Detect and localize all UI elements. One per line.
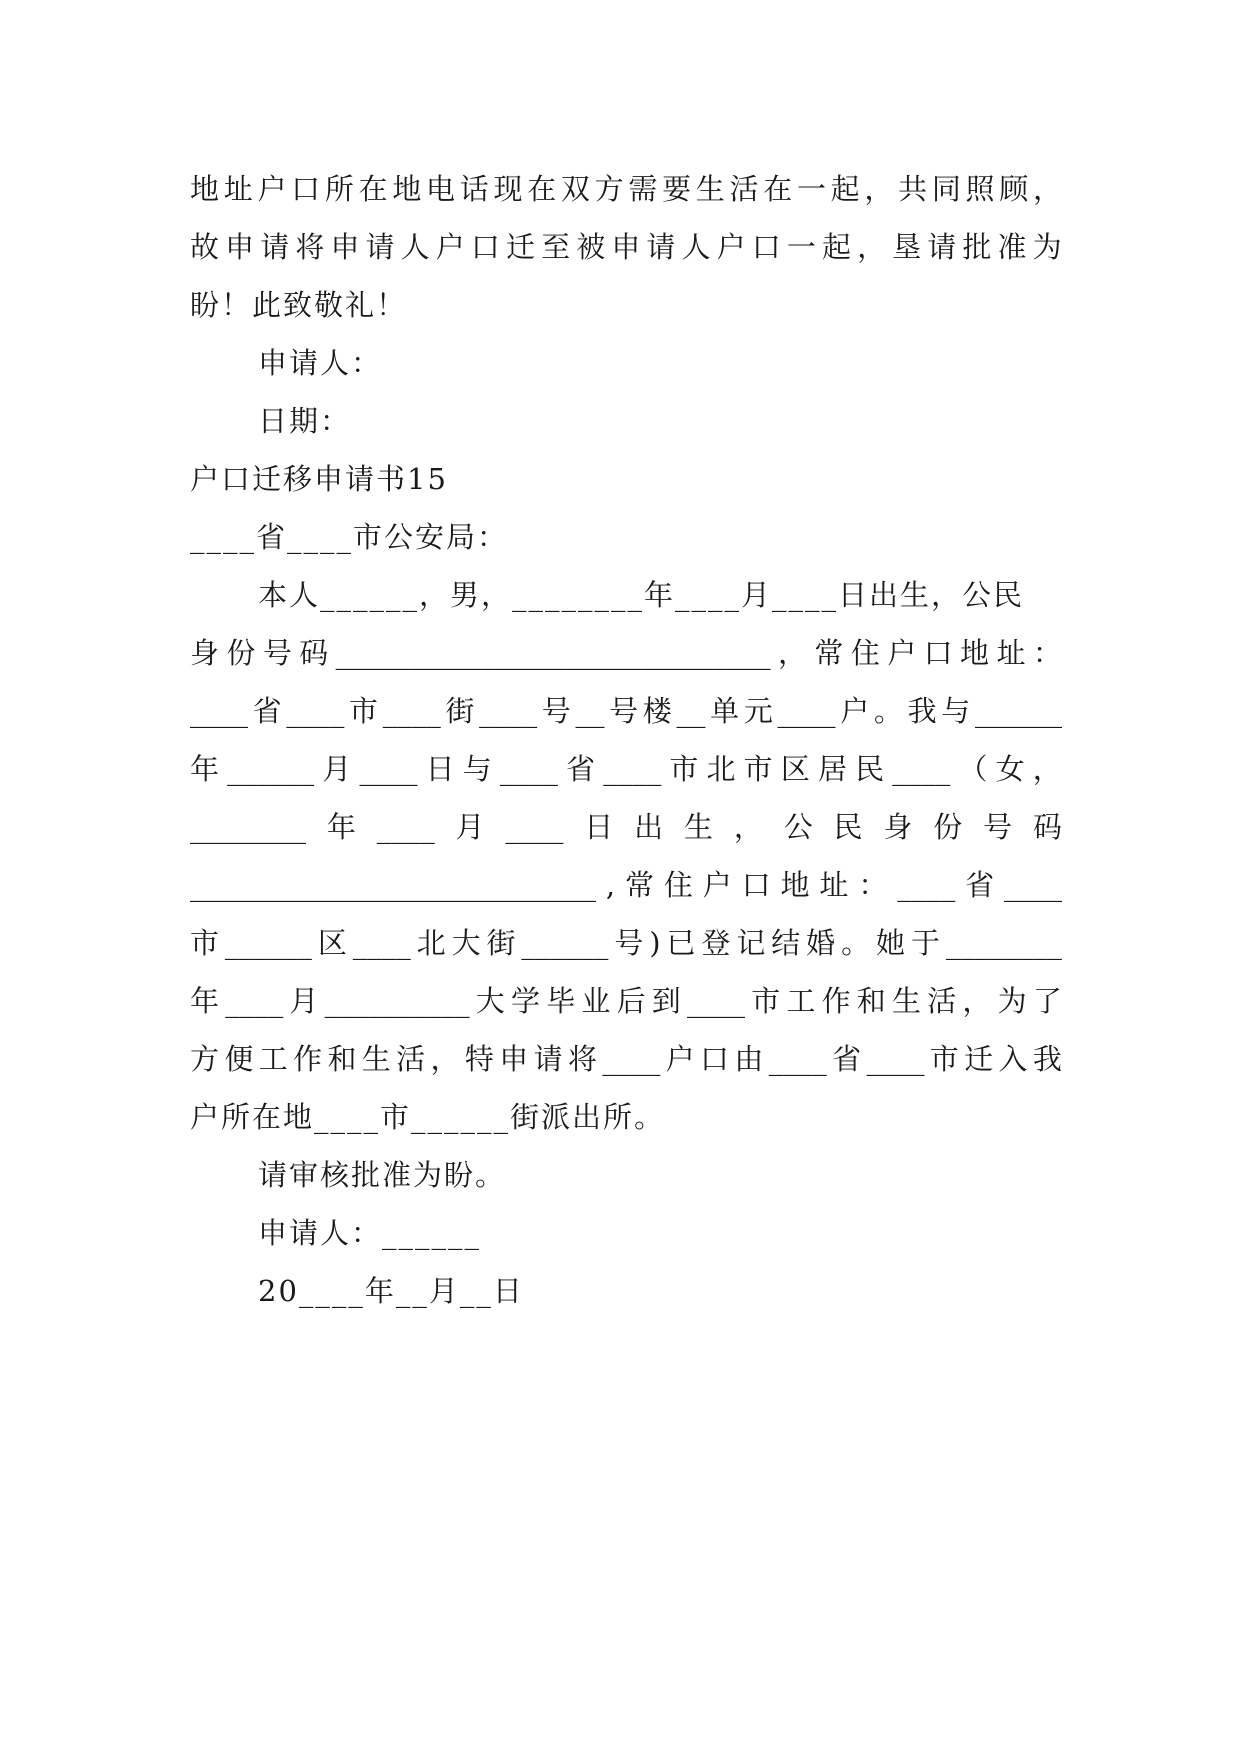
- text-line: 地 址 户 口 所 在 地 电 话 现 在 双 方 需 要 生 活 在 一 起 ， 共 同 照 顾 ，: [190, 172, 1062, 206]
- date-label: 日期：: [258, 404, 352, 438]
- closing-text: 请审核批准为盼。: [258, 1158, 507, 1192]
- body-line: 方 便 工 作 和 生 活 ， 特 申 请 将 ____ 户 口 由 ____ 省 ____ 市 迁 入 我: [190, 1042, 1062, 1076]
- body-line: 年 ______ 月 ____ 日 与 ____ 省 ____ 市 北 市 区 居 民 ____ （ 女 ，: [190, 752, 1062, 786]
- body-line: 本人______，男，________年____月____日出生，公民: [258, 578, 1025, 612]
- signature-date: 20____年__月__日: [258, 1274, 524, 1308]
- signature-label: 申请人：______: [258, 1216, 482, 1250]
- document-page: [190, 160, 1062, 1320]
- applicant-label: 申请人：: [258, 346, 383, 380]
- body-line: ____________________________ , 常 住 户 口 地 址 ： ____ 省 ____: [190, 868, 1062, 902]
- text-line: 盼！此致敬礼！: [190, 288, 408, 322]
- body-line: 年 ____ 月 __________ 大 学 毕 业 后 到 ____ 市 工 作 和 生 活 ， 为 了: [190, 984, 1062, 1018]
- section-title: 户口迁移申请书15: [190, 462, 448, 496]
- body-line: ________ 年 ____ 月 ____ 日 出 生 ， 公 民 身 份 号 码: [190, 810, 1062, 844]
- body-line: 市 ______ 区 ____ 北 大 街 ______ 号 ) 已 登 记 结 婚 。 她 于 ________: [190, 926, 1062, 960]
- addressee: ____省____市公安局：: [190, 520, 509, 554]
- body-line: 身 份 号 码 ______________________________ ， 常 住 户 口 地 址 ：: [190, 636, 1062, 670]
- body-line: ____ 省 ____ 市 ____ 街 ____ 号 __ 号 楼 __ 单 元 ____ 户 。 我 与 ______: [190, 694, 1062, 728]
- text-line: 故 申 请 将 申 请 人 户 口 迁 至 被 申 请 人 户 口 一 起 ， 垦 请 批 准 为: [190, 230, 1062, 264]
- body-line: 户所在地____市______街派出所。: [190, 1100, 666, 1134]
